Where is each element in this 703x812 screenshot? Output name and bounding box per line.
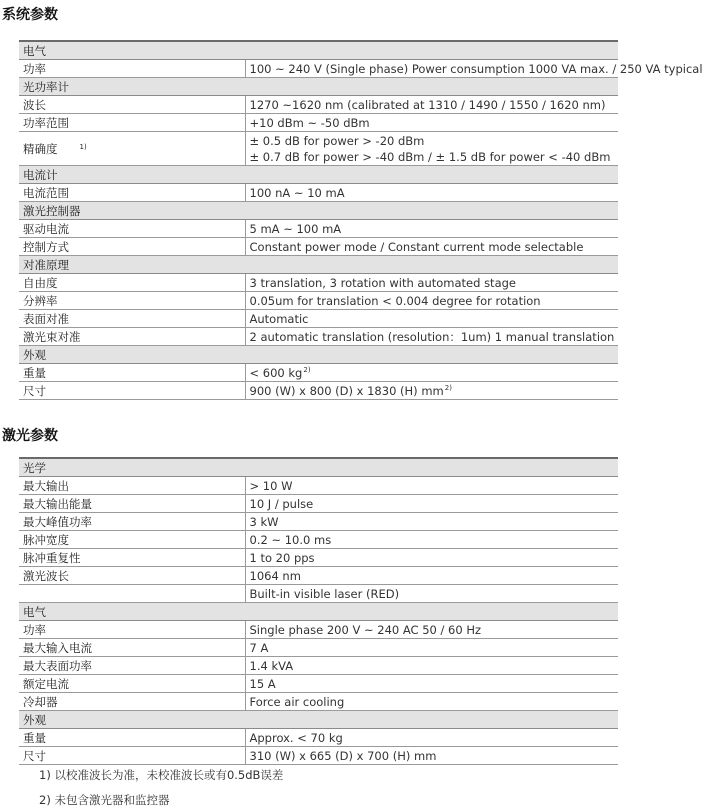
spec-value: 1.4 kVA [249,658,294,673]
spec-key-cell [19,693,245,711]
spec-value-cell [245,328,618,346]
spec-row [19,477,618,495]
spec-value: 1064 nm [249,568,301,583]
spec-row [19,114,618,132]
section-header-row [19,202,618,220]
system-params-title: 系统参数 [2,7,58,23]
laser-params-title: 激光参数 [2,428,58,444]
spec-value-cell [245,96,618,114]
spec-value: ± 0.5 dB for power > -20 dBm [249,133,425,148]
spec-value-cell [245,531,618,549]
spec-value: 3 kW [249,514,279,529]
section-header-row [19,458,618,477]
spec-value-cell [245,513,618,531]
footnote-1: 1) 以校准波长为准，未校准波长或有0.5dB误差 [39,768,284,782]
spec-value-cell [245,567,618,585]
spec-value: < 600 kg [249,365,303,380]
section-header-row [19,711,618,729]
spec-key: 冷却器 [23,694,58,709]
footnote-ref: 1) [79,142,87,151]
section-header: 激光控制器 [19,202,618,220]
spec-value-cell [245,60,703,78]
spec-row [19,238,618,256]
spec-key: 表面对准 [23,311,69,326]
section-header: 电气 [19,603,618,621]
spec-value: 0.05um for translation < 0.004 degree for rotation [249,293,541,308]
spec-key-cell [19,364,245,382]
section-header: 电流计 [19,166,618,184]
spec-key: 脉冲宽度 [23,532,69,547]
spec-row [19,567,618,585]
spec-value: 7 A [249,640,269,655]
spec-value-cell [245,549,618,567]
spec-value-cell [245,310,618,328]
spec-key: 精确度 [23,141,58,156]
section-header: 光功率计 [19,78,618,96]
spec-value: 1270 ~1620 nm (calibrated at 1310 / 1490 / 1550 / 1620 nm) [249,97,606,112]
spec-row [19,382,618,400]
spec-key: 最大峰值功率 [23,514,92,529]
spec-row [19,220,618,238]
spec-value-cell [245,382,618,400]
spec-key-cell [19,621,245,639]
spec-value-cell [245,238,618,256]
spec-row [19,621,618,639]
spec-key: 脉冲重复性 [23,550,81,565]
spec-key: 驱动电流 [23,221,69,236]
spec-key: 最大输出能量 [23,496,92,511]
spec-value-2: ± 0.7 dB for power > -40 dBm / ± 1.5 dB for power < -40 dBm [249,149,611,164]
spec-key: 重量 [23,365,46,380]
spec-key: 波长 [23,97,46,112]
spec-row [19,513,618,531]
spec-value: Constant power mode / Constant current mode selectable [249,239,584,254]
spec-value-cell [245,495,618,513]
spec-value-cell [245,693,618,711]
spec-value-cell [245,621,618,639]
spec-value: 1 to 20 pps [249,550,315,565]
section-header-row [19,166,618,184]
section-header-row [19,78,618,96]
spec-key: 功率 [23,622,46,637]
spec-value: 310 (W) x 665 (D) x 700 (H) mm [249,748,437,763]
spec-key-cell [19,60,245,78]
spec-value: Single phase 200 V ~ 240 AC 50 / 60 Hz [249,622,482,637]
spec-key: 最大表面功率 [23,658,92,673]
spec-value-cell [245,585,618,603]
spec-key-cell [19,567,245,585]
section-header: 外观 [19,346,618,364]
spec-key-cell [19,477,245,495]
spec-row [19,274,618,292]
spec-value: 15 A [249,676,276,691]
spec-key-cell [19,310,245,328]
section-header-row [19,256,618,274]
spec-row [19,675,618,693]
spec-key-cell [19,382,245,400]
spec-key: 额定电流 [23,676,69,691]
footnote-ref: 2) [444,383,452,392]
spec-key-cell [19,747,245,765]
spec-row [19,585,618,603]
spec-row [19,310,618,328]
spec-value: 10 J / pulse [249,496,314,511]
spec-key: 尺寸 [23,748,46,763]
spec-row [19,132,618,166]
spec-key-cell [19,292,245,310]
system-params-table [19,40,703,400]
spec-row [19,328,618,346]
spec-key-cell [19,675,245,693]
spec-value-cell [245,675,618,693]
spec-key-cell [19,274,245,292]
spec-key-cell [19,238,245,256]
section-header: 光学 [19,458,618,477]
spec-row [19,747,618,765]
section-header-row [19,603,618,621]
spec-key-cell [19,328,245,346]
spec-value-cell [245,364,618,382]
spec-value: Automatic [249,311,309,326]
spec-key: 最大输入电流 [23,640,92,655]
spec-key-cell [19,513,245,531]
spec-key-cell [19,657,245,675]
footnote-ref: 2) [303,365,311,374]
spec-key: 分辨率 [23,293,58,308]
spec-value-cell [245,114,618,132]
spec-key: 激光波长 [23,568,69,583]
spec-value: 100 nA ~ 10 mA [249,185,345,200]
spec-value-cell [245,729,618,747]
footnote-2: 2) 未包含激光器和监控器 [39,793,170,807]
spec-row [19,60,618,78]
spec-row [19,184,618,202]
spec-row [19,292,618,310]
spec-key: 功率 [23,61,46,76]
section-header-row [19,41,618,60]
spec-key: 控制方式 [23,239,69,254]
spec-row [19,639,618,657]
spec-value-cell [245,639,618,657]
spec-value: 5 mA ~ 100 mA [249,221,342,236]
spec-value: 3 translation, 3 rotation with automated stage [249,275,516,290]
spec-value-cell [245,220,618,238]
spec-value: Built-in visible laser (RED) [249,586,400,601]
spec-key: 电流范围 [23,185,69,200]
spec-key-cell [19,639,245,657]
spec-value-cell [245,657,618,675]
spec-value: 2 automatic translation (resolution：1um) 1 manual translation [249,329,615,344]
spec-value-cell [245,132,618,166]
spec-value: 900 (W) x 800 (D) x 1830 (H) mm [249,383,444,398]
spec-value-cell [245,477,618,495]
spec-row [19,495,618,513]
section-header-row [19,346,618,364]
spec-key: 重量 [23,730,46,745]
section-header: 外观 [19,711,618,729]
spec-value: > 10 W [249,478,293,493]
spec-key-cell [19,220,245,238]
spec-key: 功率范围 [23,115,69,130]
spec-row [19,549,618,567]
spec-key-cell [19,132,245,166]
spec-key-cell [19,114,245,132]
spec-row [19,657,618,675]
spec-key-cell [19,585,245,603]
laser-params-table [19,457,618,765]
spec-value-cell [245,184,618,202]
spec-value: Force air cooling [249,694,345,709]
spec-key-cell [19,531,245,549]
spec-key-cell [19,549,245,567]
spec-row [19,96,618,114]
spec-key: 自由度 [23,275,58,290]
spec-value: 0.2 ~ 10.0 ms [249,532,332,547]
spec-value: +10 dBm ~ -50 dBm [249,115,370,130]
spec-key-cell [19,96,245,114]
spec-key-cell [19,729,245,747]
spec-key: 激光束对准 [23,329,81,344]
spec-row [19,693,618,711]
spec-key: 尺寸 [23,383,46,398]
spec-row [19,364,618,382]
spec-key-cell [19,495,245,513]
spec-value-cell [245,274,618,292]
spec-value-cell [245,747,618,765]
section-header: 电气 [19,41,618,60]
spec-row [19,531,618,549]
spec-value: 100 ~ 240 V (Single phase) Power consumption 1000 VA max. / 250 VA typical [249,61,703,76]
spec-value-cell [245,292,618,310]
spec-row [19,729,618,747]
spec-key: 最大输出 [23,478,69,493]
spec-value: Approx. < 70 kg [249,730,343,745]
spec-key-cell [19,184,245,202]
section-header: 对准原理 [19,256,618,274]
